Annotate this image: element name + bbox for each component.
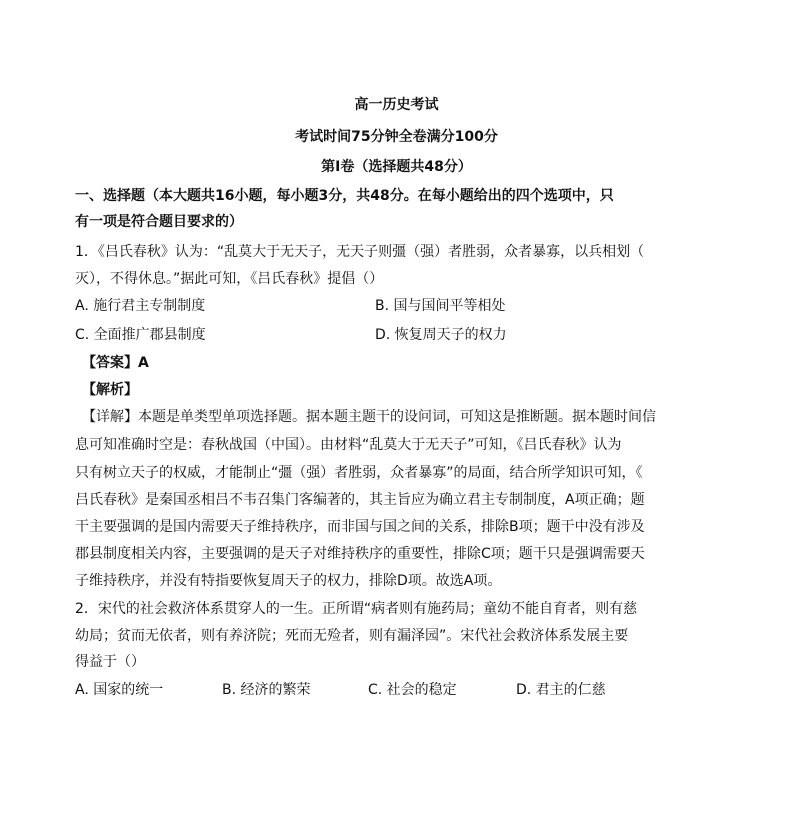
q1-option-c: C. 全面推广郡县制度 bbox=[75, 327, 206, 343]
q2-stem-line1: 2．宋代的社会救济体系贯穿人的一生。正所谓“病者则有施药局；童幼不能自育者，则有慈 bbox=[75, 601, 638, 617]
volume-heading: 第I卷（选择题共48分） bbox=[321, 159, 472, 175]
section-instructions-line1: 一、选择题（本大题共16小题，每小题3分，共48分。在每小题给出的四个选项中，只 bbox=[75, 188, 614, 204]
q1-detail-line1: 【详解】本题是单类型单项选择题。据本题主题干的设问词，可知这是推断题。据本题时间信 bbox=[82, 409, 656, 425]
q2-option-d: D. 君主的仁慈 bbox=[516, 682, 606, 698]
q1-detail-line7: 子维持秩序，并没有特指要恢复周天子的权力，排除D项。故选A项。 bbox=[75, 573, 502, 589]
q1-option-d: D. 恢复周天子的权力 bbox=[375, 327, 507, 343]
exam-subtitle: 考试时间75分钟全卷满分100分 bbox=[295, 129, 498, 145]
q1-analysis-label: 【解析】 bbox=[82, 382, 138, 398]
q1-stem-line1: 1．《吕氏春秋》认为：“乱莫大于无天子，无天子则彊（强）者胜弱，众者暴寡，以兵相划（ bbox=[75, 244, 645, 260]
q2-stem-line3: 得益于（） bbox=[75, 654, 145, 670]
q1-option-b: B. 国与国间平等相处 bbox=[375, 298, 506, 314]
section-instructions-line2: 有一项是符合题目要求的） bbox=[75, 214, 243, 230]
q1-detail-line4: 吕氏春秋》是秦国丞相吕不韦召集门客编著的，其主旨应为确立君主专制制度，A项正确；题 bbox=[75, 492, 645, 508]
q2-option-c: C. 社会的稳定 bbox=[368, 682, 457, 698]
exam-title: 高一历史考试 bbox=[354, 97, 439, 113]
q1-answer: 【答案】A bbox=[82, 355, 149, 371]
q1-detail-line6: 郡县制度相关内容，主要强调的是天子对维持秩序的重要性，排除C项；题干只是强调需要天 bbox=[75, 546, 645, 562]
q1-option-a: A. 施行君主专制制度 bbox=[75, 298, 206, 314]
q1-detail-line3: 只有树立天子的权威，才能制止“彊（强）者胜弱，众者暴寡”的局面，结合所学知识可知，《 bbox=[75, 465, 643, 481]
q2-option-b: B. 经济的繁荣 bbox=[222, 682, 311, 698]
q1-detail-line2: 息可知准确时空是：春秋战国（中国）。由材料“乱莫大于无天子”可知，《吕氏春秋》认为 bbox=[75, 437, 622, 453]
q2-stem-line2: 幼局；贫而无依者，则有养济院；死而无殓者，则有漏泽园”。宋代社会救济体系发展主要 bbox=[75, 628, 629, 644]
q2-option-a: A. 国家的统一 bbox=[75, 682, 164, 698]
q1-stem-line2: 灭），不得休息。”据此可知，《吕氏春秋》提倡（） bbox=[75, 271, 384, 287]
q1-detail-line5: 干主要强调的是国内需要天子维持秩序，而非国与国之间的关系，排除B项；题干中没有涉及 bbox=[75, 519, 645, 535]
